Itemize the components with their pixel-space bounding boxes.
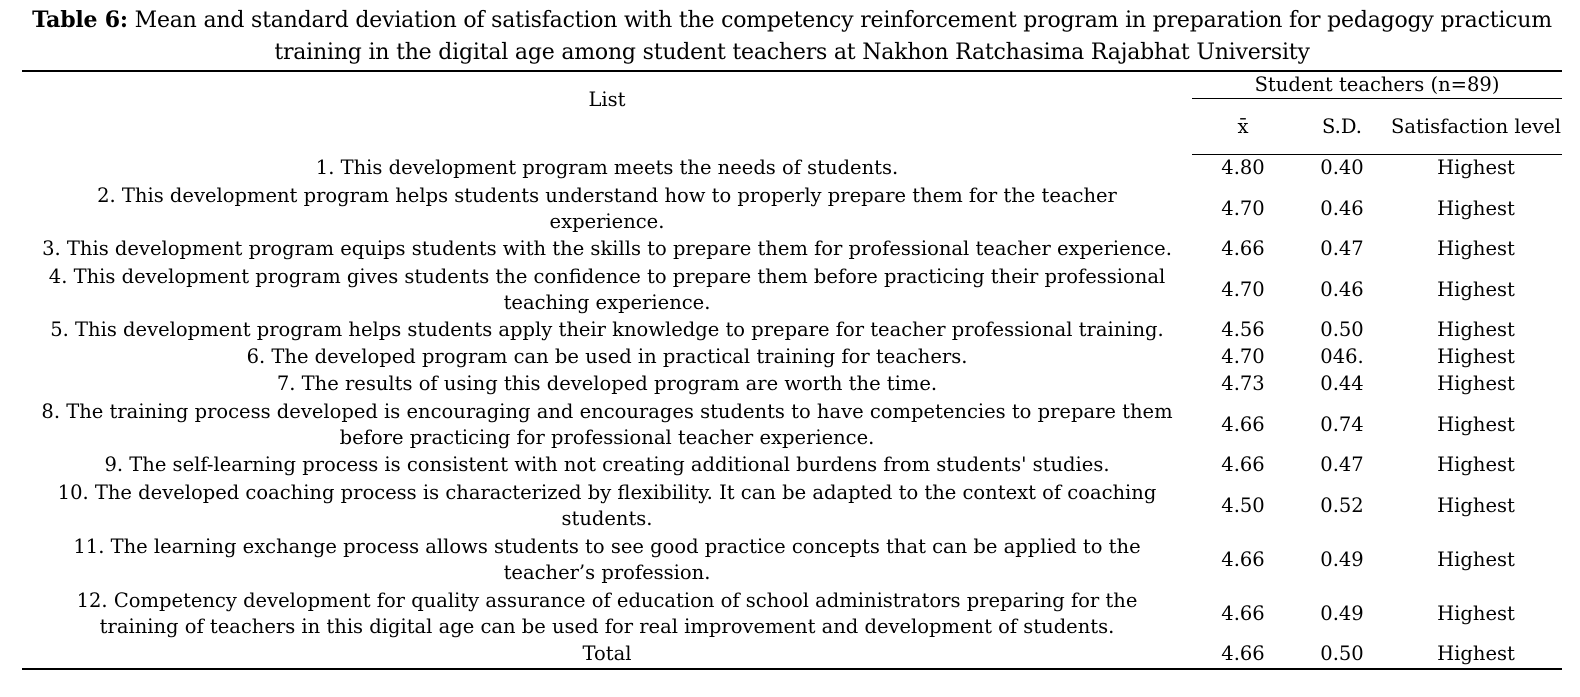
- row-item: 9. The self-learning process is consistent with not creating additional burdens from students' studies.: [104, 453, 1110, 477]
- row-level: Highest: [1437, 372, 1515, 396]
- row-sd: 0.74: [1320, 412, 1364, 436]
- row-level: Highest: [1437, 345, 1515, 369]
- header-satisfaction-level: Satisfaction level: [1390, 99, 1562, 155]
- table-row: [22, 533, 1562, 587]
- row-mean: 4.56: [1221, 318, 1265, 342]
- row-item: 12. Competency development for quality assurance of education of school administrators preparing for the training of teachers in this digital age can be used for real improvement and development of students.: [76, 588, 1138, 638]
- row-sd: 0.46: [1320, 277, 1364, 301]
- row-level: Highest: [1437, 453, 1515, 477]
- table-row: [22, 371, 1562, 398]
- row-sd: 046.: [1320, 345, 1364, 369]
- row-sd: 0.47: [1320, 237, 1364, 261]
- row-mean: 4.80: [1221, 156, 1265, 180]
- table-caption: [22, 4, 1562, 69]
- row-level: Highest: [1437, 493, 1515, 517]
- table-row: [22, 344, 1562, 371]
- row-item: 6. The developed program can be used in practical training for teachers.: [246, 345, 968, 369]
- row-level: Highest: [1437, 601, 1515, 625]
- row-level: Highest: [1437, 412, 1515, 436]
- row-mean: 4.66: [1221, 547, 1265, 571]
- row-sd: 0.50: [1320, 318, 1364, 342]
- row-level: Highest: [1437, 547, 1515, 571]
- row-mean: 4.50: [1221, 493, 1265, 517]
- row-mean: 4.70: [1221, 277, 1265, 301]
- satisfaction-table: [22, 70, 1562, 670]
- row-sd: 0.47: [1320, 453, 1364, 477]
- row-item: 4. This development program gives students the confidence to prepare them before practicing their professional teaching experience.: [48, 264, 1166, 314]
- row-level: Highest: [1437, 318, 1515, 342]
- table-caption-text: Mean and standard deviation of satisfaction with the competency reinforcement program in preparation for pedagogy practicum training in the digital age among student teachers at Nakhon Ratchasima Rajabhat University: [134, 8, 1552, 65]
- total-label: Total: [22, 641, 1192, 669]
- row-mean: 4.66: [1221, 237, 1265, 261]
- row-sd: 0.46: [1320, 196, 1364, 220]
- table-caption-label: Table 6:: [32, 7, 128, 33]
- header-mean: x̄: [1192, 99, 1294, 155]
- total-sd: 0.50: [1294, 641, 1390, 669]
- row-level: Highest: [1437, 237, 1515, 261]
- row-item: 8. The training process developed is encouraging and encourages students to have competencies to prepare them before practicing for professional teacher experience.: [41, 399, 1173, 449]
- row-level: Highest: [1437, 196, 1515, 220]
- row-mean: 4.70: [1221, 196, 1265, 220]
- row-mean: 4.73: [1221, 372, 1265, 396]
- table-row: [22, 452, 1562, 479]
- header-group-student-teachers: Student teachers (n=89): [1192, 71, 1562, 99]
- table-row: [22, 479, 1562, 533]
- table-row: [22, 263, 1562, 317]
- row-level: Highest: [1437, 277, 1515, 301]
- table-row: [22, 155, 1562, 183]
- row-sd: 0.44: [1320, 372, 1364, 396]
- row-item: 5. This development program helps students apply their knowledge to prepare for teacher professional training.: [50, 318, 1164, 342]
- row-item: 11. The learning exchange process allows students to see good practice concepts that can be applied to the teacher’s profession.: [73, 534, 1141, 584]
- row-sd: 0.49: [1320, 601, 1364, 625]
- row-mean: 4.66: [1221, 412, 1265, 436]
- row-sd: 0.49: [1320, 547, 1364, 571]
- row-sd: 0.52: [1320, 493, 1364, 517]
- table-row: [22, 398, 1562, 452]
- table-row-total: [22, 641, 1562, 669]
- table-row: [22, 236, 1562, 263]
- row-mean: 4.70: [1221, 345, 1265, 369]
- table-row: [22, 317, 1562, 344]
- row-item: 3. This development program equips students with the skills to prepare them for professional teacher experience.: [42, 237, 1172, 261]
- table-row: [22, 587, 1562, 641]
- row-level: Highest: [1437, 156, 1515, 180]
- table-row: [22, 182, 1562, 236]
- row-sd: 0.40: [1320, 156, 1364, 180]
- header-sd: S.D.: [1294, 99, 1390, 155]
- row-mean: 4.66: [1221, 453, 1265, 477]
- total-level: Highest: [1390, 641, 1562, 669]
- header-list: List: [22, 71, 1192, 155]
- row-item: 2. This development program helps students understand how to properly prepare them for the teacher experience.: [97, 183, 1117, 233]
- total-mean: 4.66: [1192, 641, 1294, 669]
- row-item: 7. The results of using this developed program are worth the time.: [276, 372, 938, 396]
- row-item: 10. The developed coaching process is characterized by flexibility. It can be adapted to the context of coaching students.: [57, 480, 1157, 530]
- row-mean: 4.66: [1221, 601, 1265, 625]
- row-item: 1. This development program meets the needs of students.: [315, 156, 899, 179]
